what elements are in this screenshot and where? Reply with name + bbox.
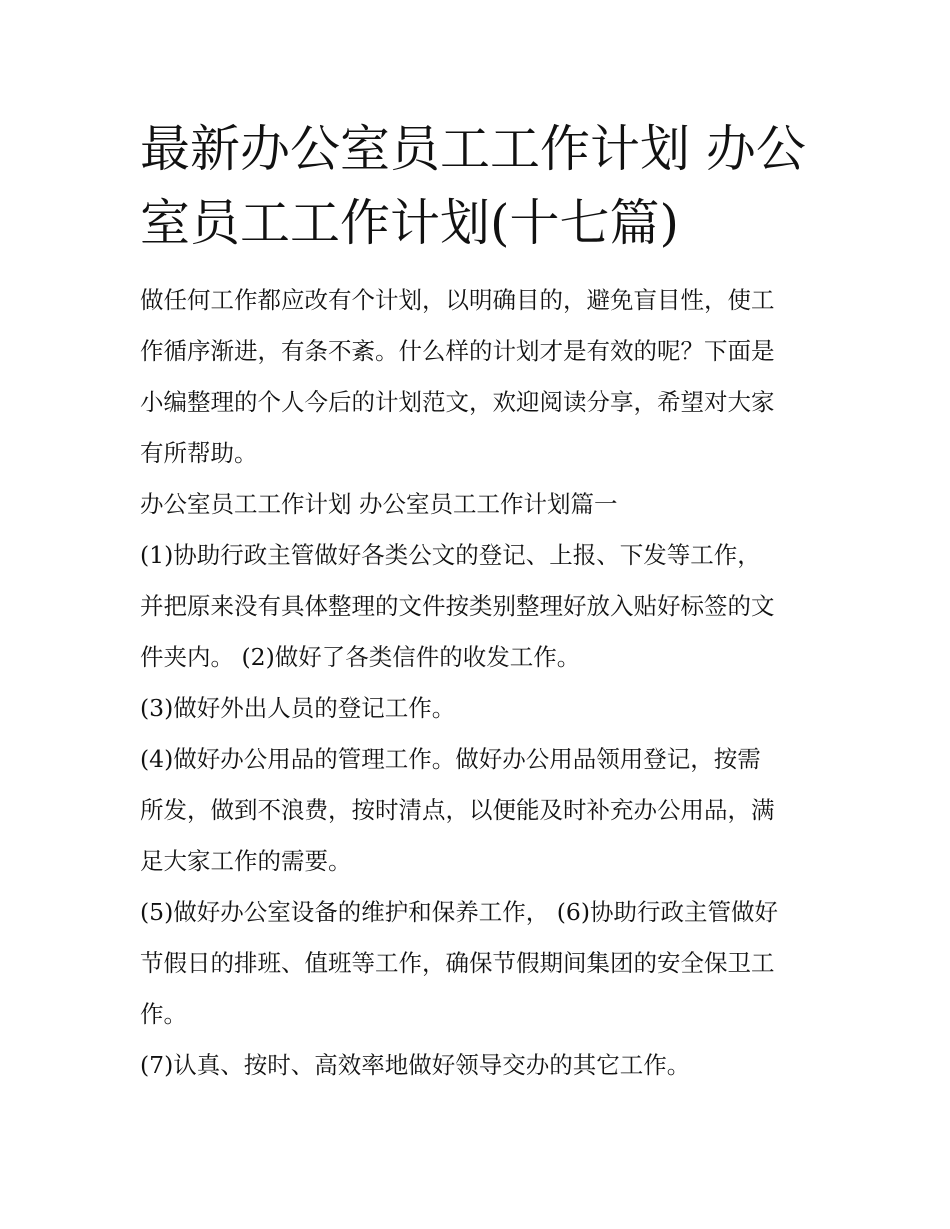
text-line: 做任何工作都应改有个计划，以明确目的，避免盲目性，使工 — [140, 286, 775, 314]
list-item: (4)做好办公用品的管理工作。做好办公用品领用登记，按需 — [140, 745, 761, 773]
text-line: 足大家工作的需要。 — [140, 847, 352, 875]
intro-paragraph — [140, 275, 820, 1091]
text-line: 有所帮助。 — [140, 439, 258, 467]
text-line: 并把原来没有具体整理的文件按类别整理好放入贴好标签的文 — [140, 592, 775, 620]
list-item: (1)协助行政主管做好各类公文的登记、上报、下发等工作， — [140, 541, 761, 569]
list-item: (5)做好办公室设备的维护和保养工作， (6)协助行政主管做好 — [140, 898, 779, 926]
title-line: 最新办公室员工工作计划 办公 — [140, 120, 806, 178]
text-line: 小编整理的个人今后的计划范文，欢迎阅读分享，希望对大家 — [140, 388, 775, 416]
text-line: 件夹内。 (2)做好了各类信件的收发工作。 — [140, 643, 581, 671]
title-line: 室员工工作计划(十七篇) — [140, 194, 680, 252]
document-title — [140, 112, 820, 260]
list-item: (7)认真、按时、高效率地做好领导交办的其它工作。 — [140, 1051, 691, 1079]
text-line: 作循序渐进，有条不紊。什么样的计划才是有效的呢？下面是 — [140, 337, 775, 365]
list-item: (3)做好外出人员的登记工作。 — [140, 694, 456, 722]
text-line: 节假日的排班、值班等工作，确保节假期间集团的安全保卫工 — [140, 949, 775, 977]
section-heading: 办公室员工工作计划 办公室员工工作计划篇一 — [140, 490, 618, 518]
text-line: 作。 — [140, 1000, 187, 1028]
text-line: 所发，做到不浪费，按时清点，以便能及时补充办公用品，满 — [140, 796, 775, 824]
